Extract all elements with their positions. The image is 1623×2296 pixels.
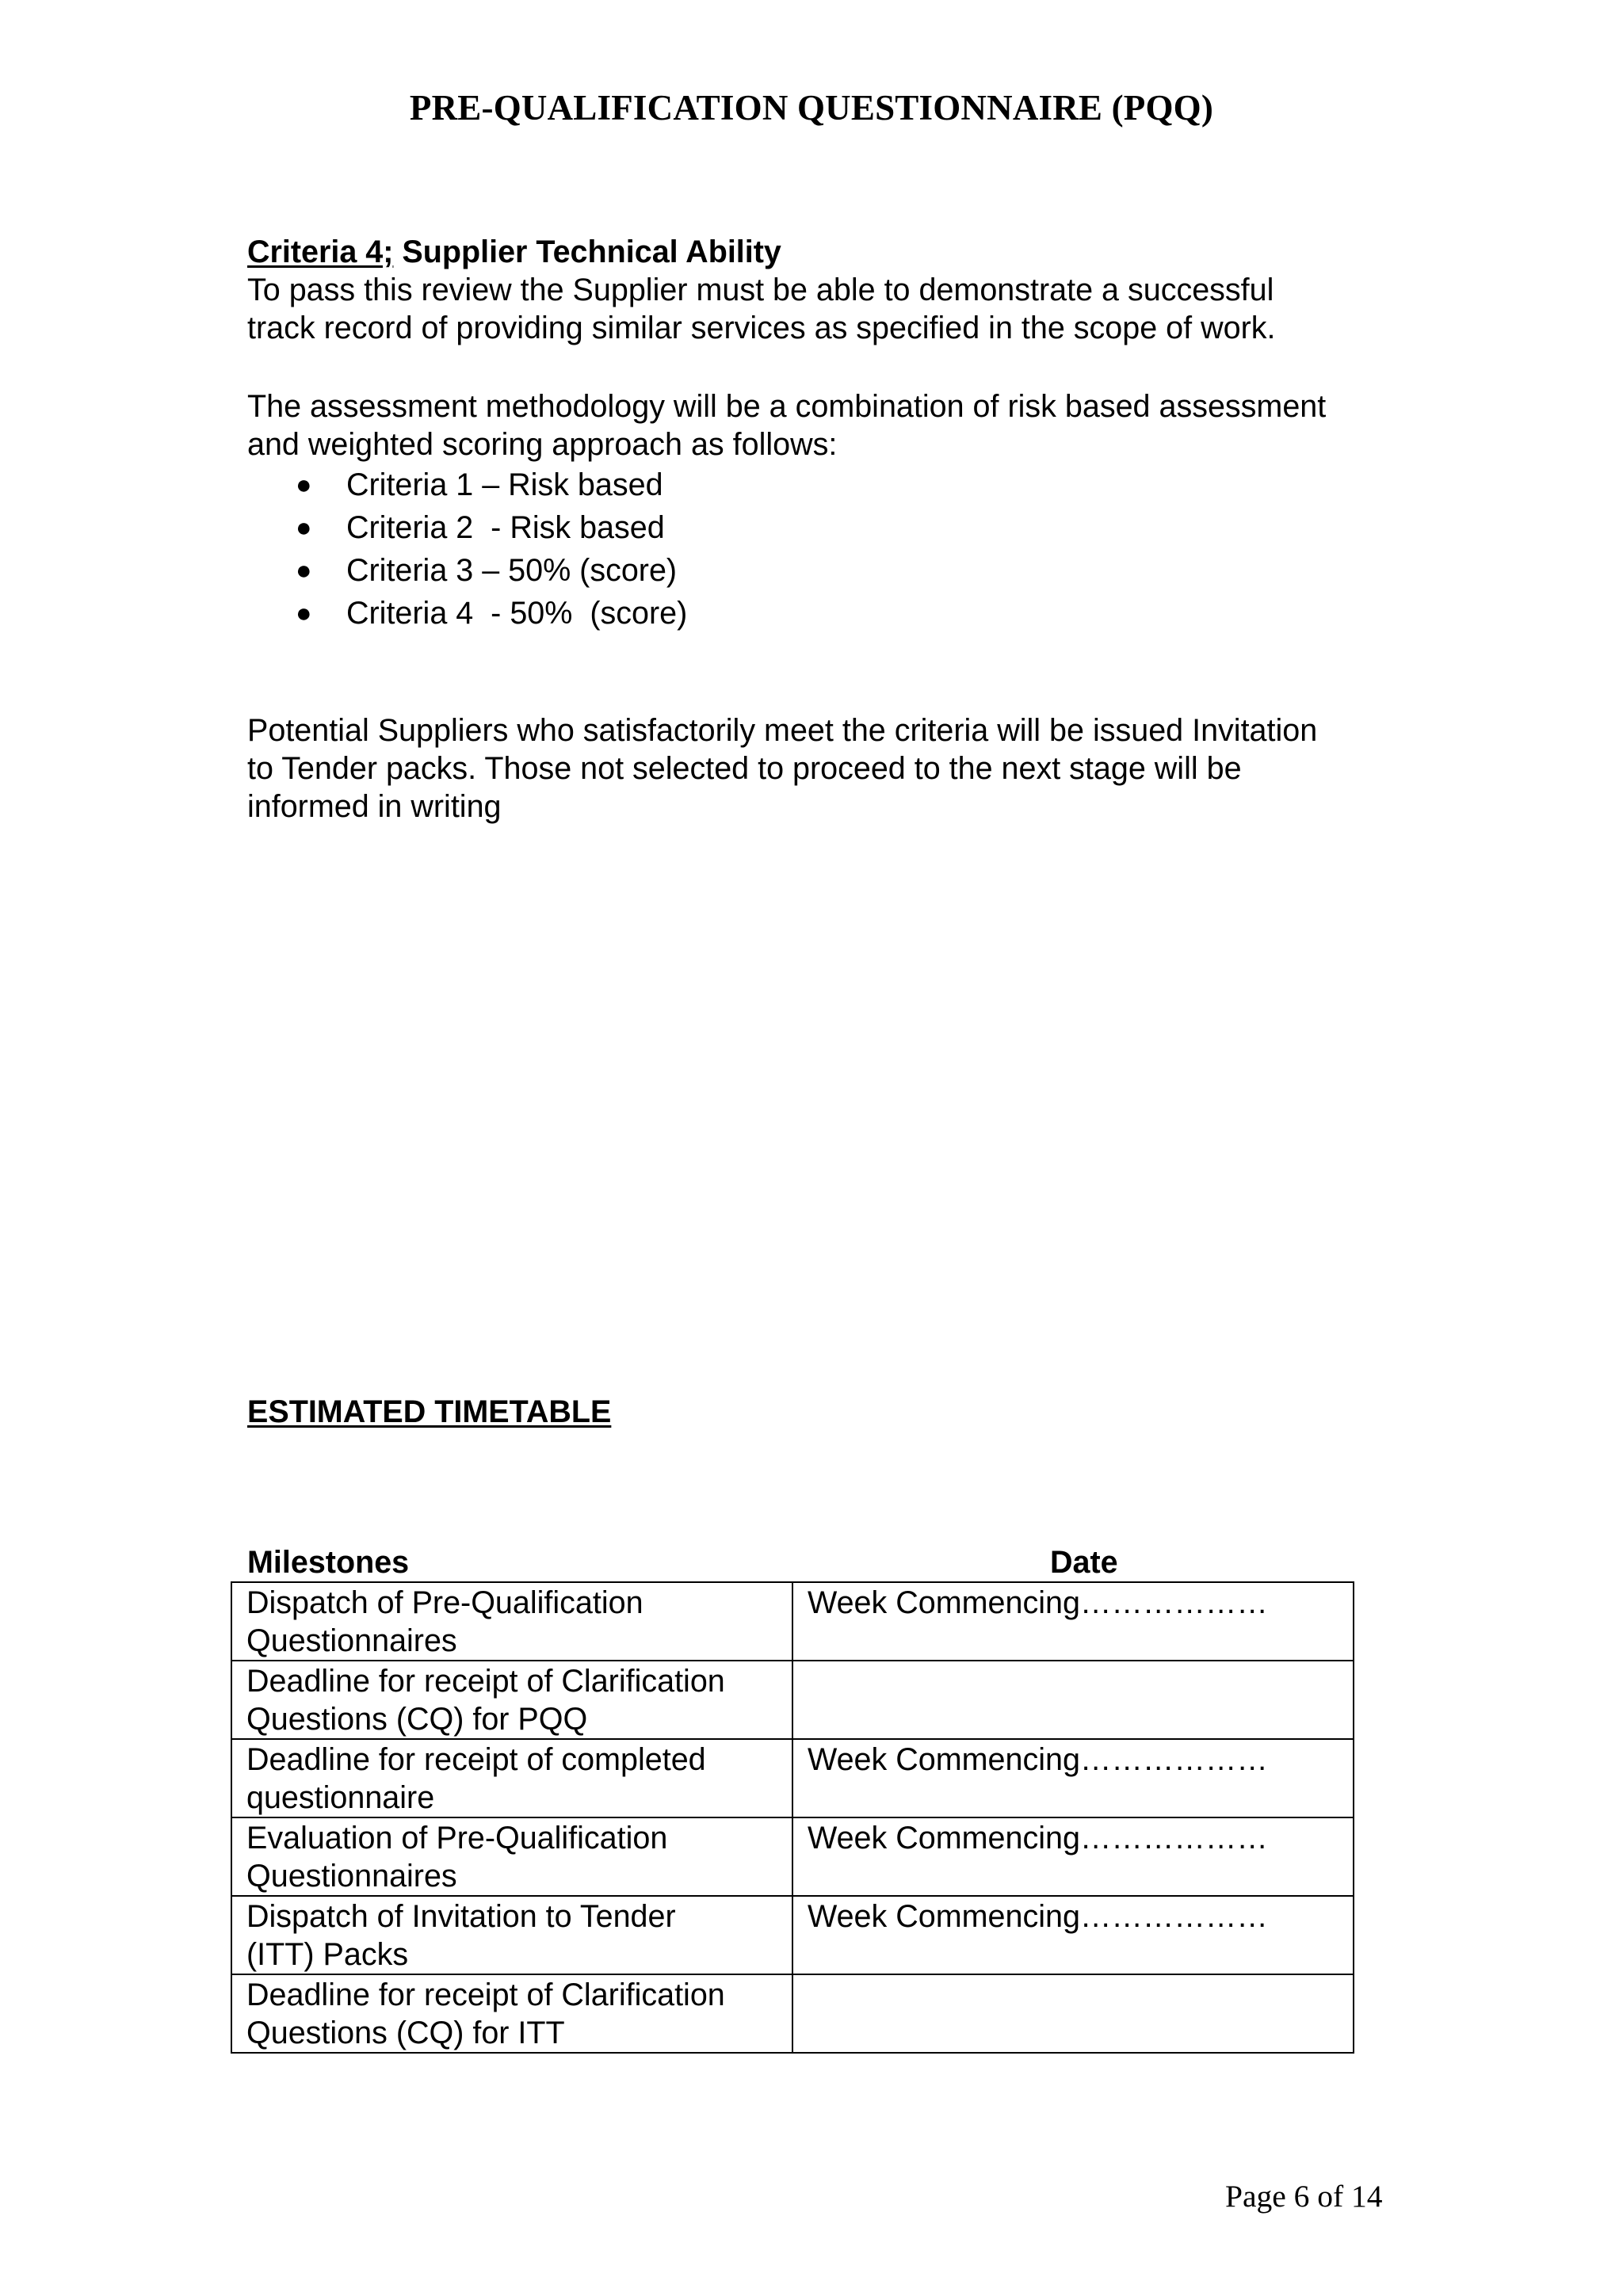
page-number: Page 6 of 14 xyxy=(1225,2179,1383,2214)
milestone-text-line-1: Dispatch of Pre-Qualification xyxy=(246,1585,643,1620)
milestone-text-line-1: Deadline for receipt of Clarification xyxy=(246,1664,725,1699)
milestone-text-line-2: (ITT) Packs xyxy=(246,1937,409,1972)
date-cell: Week Commencing……………… xyxy=(792,1896,1354,1974)
outcome-section xyxy=(247,711,1420,826)
milestone-text-line-1: Evaluation of Pre-Qualification xyxy=(246,1821,668,1855)
date-cell xyxy=(792,1661,1354,1739)
bullet-icon: ● xyxy=(296,555,312,585)
milestone-text-line-1: Deadline for receipt of completed xyxy=(246,1742,706,1777)
criteria-4-title: Supplier Technical Ability xyxy=(402,235,781,269)
list-item xyxy=(247,592,1420,635)
criteria-weighting-list xyxy=(247,463,1420,635)
list-item-text: Criteria 4 - 50% (score) xyxy=(346,596,688,631)
milestone-text-line-1: Dispatch of Invitation to Tender xyxy=(246,1899,676,1934)
methodology-line-1: The assessment methodology will be a combination of risk based assessment xyxy=(247,389,1327,424)
milestone-text-line-2: Questions (CQ) for ITT xyxy=(246,2016,565,2050)
table-row xyxy=(231,1661,1354,1739)
criteria-4-description-line-1: To pass this review the Supplier must be able to demonstrate a successful xyxy=(247,273,1274,307)
criteria-4-description-line-2: track record of providing similar services as specified in the scope of work. xyxy=(247,311,1276,345)
criteria-4-heading xyxy=(247,233,1420,271)
timetable-table xyxy=(231,1581,1354,2054)
milestone-cell xyxy=(231,1739,792,1817)
table-row xyxy=(231,1896,1354,1974)
timetable-column-headers xyxy=(247,1543,1357,1583)
outcome-line-3: informed in writing xyxy=(247,789,502,824)
date-column-header: Date xyxy=(1050,1545,1118,1580)
table-row xyxy=(231,1582,1354,1661)
bullet-icon: ● xyxy=(296,470,312,500)
milestone-cell xyxy=(231,1896,792,1974)
methodology-line-2: and weighted scoring approach as follows: xyxy=(247,427,838,462)
methodology-section xyxy=(247,387,1420,635)
milestone-cell xyxy=(231,1661,792,1739)
criteria-4-label: Criteria 4; xyxy=(247,235,394,269)
list-item-text: Criteria 2 - Risk based xyxy=(346,510,665,545)
milestone-cell xyxy=(231,1582,792,1661)
milestone-text-line-1: Deadline for receipt of Clarification xyxy=(246,1978,725,2012)
outcome-line-2: to Tender packs. Those not selected to proceed to the next stage will be xyxy=(247,751,1242,786)
table-row xyxy=(231,1974,1354,2053)
list-item-text: Criteria 1 – Risk based xyxy=(346,467,663,502)
date-cell: Week Commencing……………… xyxy=(792,1739,1354,1817)
list-item-text: Criteria 3 – 50% (score) xyxy=(346,553,678,588)
milestone-text-line-2: questionnaire xyxy=(246,1780,435,1815)
milestone-text-line-2: Questions (CQ) for PQQ xyxy=(246,1702,588,1737)
timetable-heading: ESTIMATED TIMETABLE xyxy=(247,1394,612,1429)
outcome-line-1: Potential Suppliers who satisfactorily meet the criteria will be issued Invitation xyxy=(247,713,1318,748)
bullet-icon: ● xyxy=(296,513,312,543)
list-item xyxy=(247,506,1420,549)
milestone-cell xyxy=(231,1817,792,1896)
milestone-text-line-2: Questionnaires xyxy=(246,1859,457,1894)
date-cell: Week Commencing……………… xyxy=(792,1817,1354,1896)
page-title: PRE-QUALIFICATION QUESTIONNAIRE (PQQ) xyxy=(409,88,1214,128)
criteria-4-section xyxy=(247,233,1420,347)
bullet-icon: ● xyxy=(296,598,312,628)
list-item xyxy=(247,463,1420,506)
table-row xyxy=(231,1817,1354,1896)
milestone-text-line-2: Questionnaires xyxy=(246,1623,457,1658)
milestones-column-header: Milestones xyxy=(247,1545,410,1580)
table-row xyxy=(231,1739,1354,1817)
date-cell: Week Commencing……………… xyxy=(792,1582,1354,1661)
date-cell xyxy=(792,1974,1354,2053)
milestone-cell xyxy=(231,1974,792,2053)
list-item xyxy=(247,549,1420,592)
